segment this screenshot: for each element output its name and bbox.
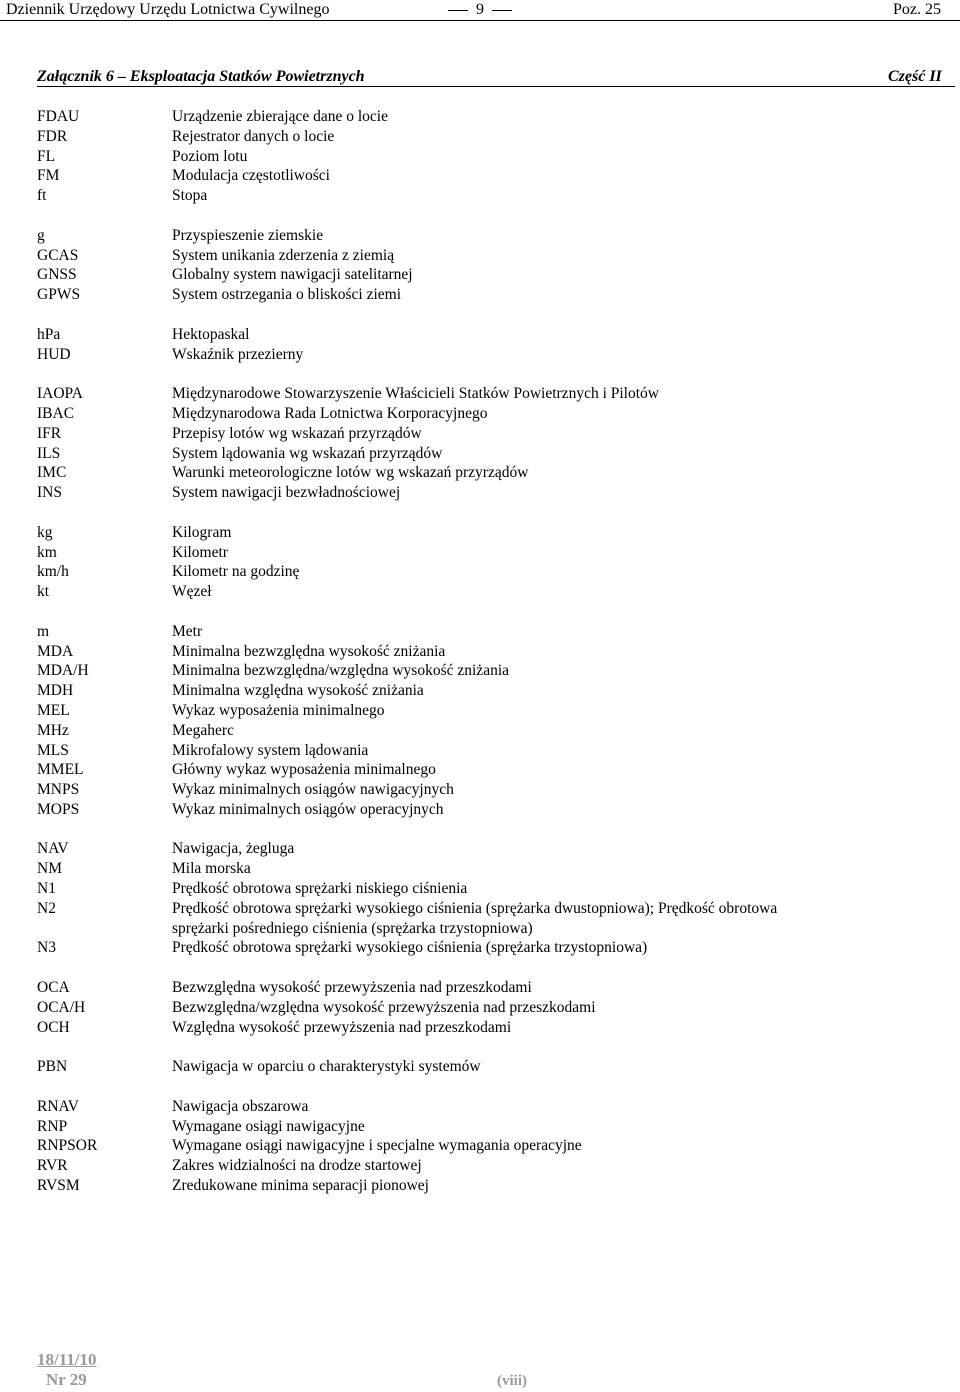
- abbreviation-code: MMEL: [37, 761, 84, 779]
- abbreviation-code: N2: [37, 899, 56, 917]
- abbreviation-code: MNPS: [37, 781, 80, 799]
- abbreviation-description: Wskaźnik przezierny: [172, 345, 304, 363]
- abbreviation-description: Wymagane osiągi nawigacyjne i specjalne wymagania operacyjne: [172, 1137, 582, 1155]
- abbreviation-row: [37, 978, 937, 998]
- abbreviation-code: GPWS: [37, 286, 81, 304]
- abbreviation-description: Względna wysokość przewyższenia nad przeszkodami: [172, 1018, 512, 1036]
- abbreviation-description: Minimalna bezwzględna wysokość zniżania: [172, 642, 446, 660]
- position-label: Poz. 25: [893, 1, 941, 18]
- abbreviation-description: Wykaz minimalnych osiągów operacyjnych: [172, 800, 444, 818]
- abbreviation-code: g: [37, 226, 45, 244]
- group-spacer: [37, 206, 937, 226]
- abbreviation-row: [37, 800, 937, 820]
- abbreviation-row: [37, 107, 937, 127]
- abbreviation-row: [37, 879, 937, 899]
- abbreviation-description: Kilogram: [172, 523, 232, 541]
- abbreviation-description: Bezwzględna wysokość przewyższenia nad przeszkodami: [172, 979, 532, 997]
- abbreviation-row: [37, 998, 937, 1018]
- abbreviation-row: [37, 325, 937, 345]
- abbreviation-row: [37, 661, 937, 681]
- abbreviation-description: Międzynarodowe Stowarzyszenie Właścicieli Statków Powietrznych i Pilotów: [172, 385, 659, 403]
- abbreviation-code: MEL: [37, 701, 70, 719]
- abbreviation-row: [37, 1097, 937, 1117]
- abbreviation-description: Kilometr: [172, 543, 228, 561]
- abbreviation-description: Mikrofalowy system lądowania: [172, 741, 369, 759]
- abbreviation-description: System unikania zderzenia z ziemią: [172, 246, 395, 264]
- abbreviation-description: Globalny system nawigacji satelitarnej: [172, 266, 413, 284]
- abbreviation-code: MDH: [37, 682, 74, 700]
- abbreviation-description: Warunki meteorologiczne lotów wg wskazań przyrządów: [172, 464, 529, 482]
- abbreviation-row: [37, 186, 937, 206]
- abbreviation-row: [37, 424, 937, 444]
- abbreviation-description: System lądowania wg wskazań przyrządów: [172, 444, 443, 462]
- abbreviation-code: IMC: [37, 464, 67, 482]
- abbreviation-code: GNSS: [37, 266, 77, 284]
- abbreviation-description: Minimalna względna wysokość zniżania: [172, 682, 424, 700]
- abbreviation-code: PBN: [37, 1058, 68, 1076]
- group-spacer: [37, 364, 937, 384]
- abbreviation-description: Kilometr na godzinę: [172, 563, 300, 581]
- abbreviation-description: Bezwzględna/względna wysokość przewyższenia nad przeszkodami: [172, 998, 596, 1016]
- abbreviation-row: [37, 1057, 937, 1077]
- abbreviation-code: RVR: [37, 1157, 68, 1175]
- abbreviation-row: [37, 741, 937, 761]
- abbreviation-row: [37, 345, 937, 365]
- abbreviation-row: [37, 147, 937, 167]
- abbreviation-description: Stopa: [172, 187, 208, 205]
- abbreviation-row: [37, 701, 937, 721]
- group-spacer: [37, 820, 937, 840]
- abbreviation-code: GCAS: [37, 246, 79, 264]
- abbreviation-row: [37, 285, 937, 305]
- abbreviation-row: [37, 1018, 937, 1038]
- abbreviation-row: [37, 681, 937, 701]
- abbreviation-description: Rejestrator danych o locie: [172, 127, 335, 145]
- abbreviation-description: Prędkość obrotowa sprężarki niskiego ciśnienia: [172, 880, 468, 898]
- abbreviation-code: NAV: [37, 840, 69, 858]
- abbreviation-description: Główny wykaz wyposażenia minimalnego: [172, 761, 436, 779]
- abbreviation-code: IFR: [37, 424, 62, 442]
- abbreviation-code: MDA: [37, 642, 74, 660]
- abbreviation-code: km: [37, 543, 57, 561]
- abbreviation-description: Prędkość obrotowa sprężarki wysokiego ciśnienia (sprężarka dwustopniowa); Prędkość obrotowa sprężarki pośredniego ciśnienia (sprężarka trzystopniowa): [172, 899, 778, 937]
- abbreviation-description: Zredukowane minima separacji pionowej: [172, 1177, 429, 1195]
- abbreviation-description: Zakres widzialności na drodze startowej: [172, 1157, 422, 1175]
- abbreviation-row: [37, 780, 937, 800]
- annex-title: Załącznik 6 – Eksploatacja Statków Powietrznych: [37, 68, 365, 85]
- abbreviation-code: OCA/H: [37, 998, 86, 1016]
- abbreviation-row: [37, 938, 937, 958]
- abbreviation-row: [37, 463, 937, 483]
- abbreviation-row: [37, 899, 937, 939]
- abbreviation-row: [37, 265, 937, 285]
- abbreviation-row: [37, 859, 937, 879]
- abbreviation-code: RVSM: [37, 1177, 80, 1195]
- abbreviation-description: Międzynarodowa Rada Lotnictwa Korporacyjnego: [172, 404, 488, 422]
- abbreviation-description: Prędkość obrotowa sprężarki wysokiego ciśnienia (sprężarka trzystopniowa): [172, 939, 648, 957]
- abbreviation-row: [37, 721, 937, 741]
- abbreviation-row: [37, 1117, 937, 1137]
- abbreviation-code: HUD: [37, 345, 71, 363]
- abbreviation-code: IAOPA: [37, 385, 83, 403]
- abbreviation-description: Hektopaskal: [172, 325, 250, 343]
- abbreviation-code: OCA: [37, 979, 70, 997]
- abbreviation-code: OCH: [37, 1018, 70, 1036]
- group-spacer: [37, 958, 937, 978]
- abbreviation-description: Nawigacja, żegluga: [172, 840, 295, 858]
- footer-page: (viii): [497, 1373, 527, 1389]
- abbreviation-row: [37, 582, 937, 602]
- abbreviation-description: Metr: [172, 622, 203, 640]
- group-spacer: [37, 1037, 937, 1057]
- abbreviation-row: [37, 642, 937, 662]
- abbreviation-description: Urządzenie zbierające dane o locie: [172, 108, 388, 125]
- abbreviation-code: N3: [37, 939, 56, 957]
- abbreviation-row: [37, 1156, 937, 1176]
- abbreviation-row: [37, 483, 937, 503]
- abbreviation-row: [37, 839, 937, 859]
- abbreviation-row: [37, 622, 937, 642]
- abbreviation-code: m: [37, 622, 50, 640]
- page-number: [440, 0, 520, 20]
- annex-part: Część II: [888, 68, 942, 85]
- abbreviation-code: INS: [37, 484, 62, 502]
- abbreviation-description: Minimalna bezwzględna/względna wysokość zniżania: [172, 662, 510, 680]
- abbreviation-description: Modulacja częstotliwości: [172, 167, 330, 185]
- abbreviation-code: NM: [37, 860, 62, 878]
- abbreviation-code: MHz: [37, 721, 69, 739]
- abbreviation-code: kg: [37, 523, 53, 541]
- group-spacer: [37, 602, 937, 622]
- abbreviation-row: [37, 562, 937, 582]
- abbreviation-code: MLS: [37, 741, 69, 759]
- abbreviation-row: [37, 543, 937, 563]
- abbreviation-description: Mila morska: [172, 860, 251, 878]
- abbreviation-row: [37, 1176, 937, 1196]
- abbreviation-row: [37, 166, 937, 186]
- abbreviation-list: [37, 107, 937, 1196]
- abbreviation-code: km/h: [37, 563, 69, 581]
- abbreviation-description: Przepisy lotów wg wskazań przyrządów: [172, 424, 422, 442]
- abbreviation-code: FDR: [37, 127, 68, 145]
- abbreviation-row: [37, 127, 937, 147]
- page-number-text: 9: [476, 1, 484, 18]
- abbreviation-description: Wymagane osiągi nawigacyjne: [172, 1117, 365, 1135]
- abbreviation-code: FM: [37, 167, 60, 185]
- group-spacer: [37, 1077, 937, 1097]
- abbreviation-row: [37, 404, 937, 424]
- abbreviation-row: [37, 760, 937, 780]
- footer-date: 18/11/10: [37, 1350, 97, 1369]
- abbreviation-code: hPa: [37, 325, 61, 343]
- abbreviation-code: kt: [37, 583, 50, 601]
- abbreviation-code: ILS: [37, 444, 61, 462]
- abbreviation-description: Megaherc: [172, 721, 234, 739]
- abbreviation-code: MDA/H: [37, 662, 89, 680]
- abbreviation-description: System ostrzegania o bliskości ziemi: [172, 286, 402, 304]
- abbreviation-description: Poziom lotu: [172, 147, 248, 165]
- abbreviation-code: ft: [37, 187, 47, 205]
- abbreviation-code: N1: [37, 880, 56, 898]
- abbreviation-description: Wykaz wyposażenia minimalnego: [172, 701, 385, 719]
- abbreviation-code: RNPSOR: [37, 1137, 98, 1155]
- abbreviation-description: Wykaz minimalnych osiągów nawigacyjnych: [172, 781, 454, 799]
- abbreviation-row: [37, 226, 937, 246]
- annex-divider: [37, 86, 955, 87]
- abbreviation-row: [37, 523, 937, 543]
- abbreviation-code: FDAU: [37, 108, 80, 125]
- abbreviation-description: Nawigacja w oparciu o charakterystyki systemów: [172, 1058, 481, 1076]
- abbreviation-code: FL: [37, 147, 56, 165]
- abbreviation-code: IBAC: [37, 404, 75, 422]
- abbreviation-description: System nawigacji bezwładnościowej: [172, 484, 401, 502]
- abbreviation-row: [37, 384, 937, 404]
- header-divider: [0, 20, 960, 21]
- abbreviation-description: Przyspieszenie ziemskie: [172, 226, 324, 244]
- group-spacer: [37, 305, 937, 325]
- abbreviation-row: [37, 246, 937, 266]
- abbreviation-row: [37, 444, 937, 464]
- journal-title: Dziennik Urzędowy Urzędu Lotnictwa Cywilnego: [6, 1, 330, 18]
- abbreviation-description: Nawigacja obszarowa: [172, 1097, 309, 1115]
- abbreviation-code: MOPS: [37, 800, 80, 818]
- abbreviation-code: RNP: [37, 1117, 68, 1135]
- group-spacer: [37, 503, 937, 523]
- footer-issue: Nr 29: [46, 1370, 87, 1389]
- abbreviation-row: [37, 1136, 937, 1156]
- abbreviation-code: RNAV: [37, 1097, 79, 1115]
- abbreviation-description: Węzeł: [172, 583, 212, 601]
